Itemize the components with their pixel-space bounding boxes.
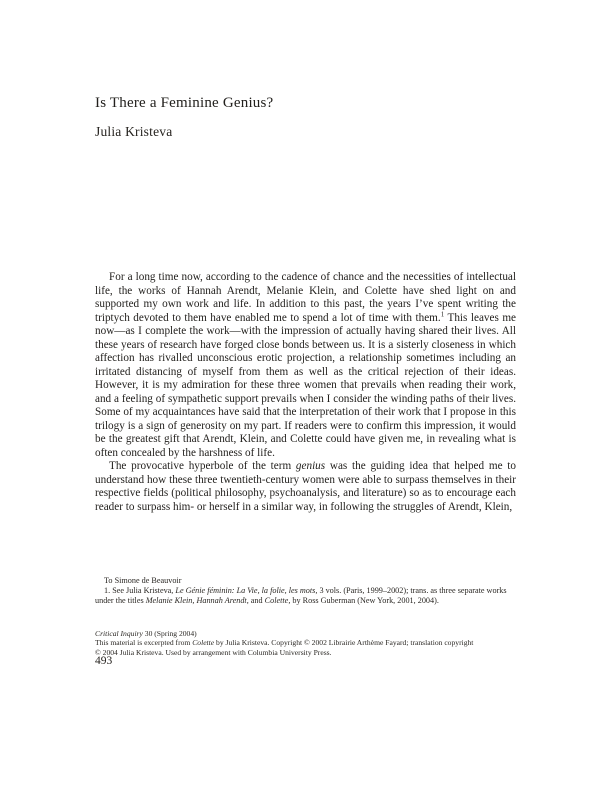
paragraph-text: was the guiding idea that helped me to understand how these three twentieth-century women were able to surpass themselves in their respective fields (political philosophy, psychoanalysis, and literature) so as to encourage each reader to surpass him- or herself in a similar way, in following the struggles of Arendt, Klein, xyxy=(95,460,516,513)
footnote-reference-1: 1 xyxy=(440,309,445,318)
copyright-text: This material is excerpted from xyxy=(95,638,193,648)
footnote-block xyxy=(95,576,516,606)
article-author: Julia Kristeva xyxy=(95,124,173,139)
page-number: 493 xyxy=(95,655,113,667)
copyright-line-1 xyxy=(95,638,525,647)
journal-issue: 30 (Spring 2004) xyxy=(142,629,197,638)
journal-name: Critical Inquiry xyxy=(95,629,143,638)
book-title: Melanie Klein xyxy=(145,596,193,605)
paragraph-text: This leaves me now—as I complete the work—with the impression of actually having shared their lives. All these years of research have forged close bonds between us. It is a sisterly closeness in which affection has rivalled unconscious erotic projection, a relationship sometimes including an irritated distancing of myself from them as well as the critical rejection of their ideas. However, it is my admiration for these three women that prevails when reading their work, and a feeling of sympathetic support prevails when I consider the winding paths of their lives. Some of my acquaintances have said that the interpretation of their work that I propose in this trilogy is a sign of generosity on my part. If readers were to confirm this impression, it would be the greatest gift that Arendt, Klein, and Colette could have given me, in revealing what is often concealed by the harshness of life. xyxy=(95,311,516,459)
paragraph-text: For a long time now, according to the cadence of chance and the necessities of intellectual life, the works of Hannah Arendt, Melanie Klein, and Colette have shed light on and supported my own work and life. In addition to this past, the years I’ve spent writing the triptych devoted to them have enabled me to spend a lot of time with them. xyxy=(95,271,516,324)
footnote-text: , and xyxy=(246,596,265,605)
footnote-1 xyxy=(95,586,516,606)
footnote-text: , xyxy=(192,596,197,605)
footnote-text: , 3 vols. (Paris, 1999–2002); trans. as three separate works under the titles xyxy=(95,586,507,605)
paragraph-text: The provocative hyperbole of the term xyxy=(109,460,296,472)
book-title: Colette xyxy=(264,596,289,605)
body-paragraph-2 xyxy=(95,460,516,514)
body-paragraph-1 xyxy=(95,271,516,460)
book-title: Hannah Arendt xyxy=(196,596,247,605)
dedication-line: To Simone de Beauvoir xyxy=(104,576,182,585)
book-title: Colette xyxy=(192,638,215,648)
article-body xyxy=(95,271,516,514)
copyright-line-2: © 2004 Julia Kristeva. Used by arrangement with Columbia University Press. xyxy=(95,647,332,657)
journal-credit-block xyxy=(95,629,525,657)
book-title: Le Génie féminin: La Vie, la folie, les mots xyxy=(175,586,316,595)
footnote-text: , by Ross Guberman (New York, 2001, 2004). xyxy=(288,596,439,605)
article-title: Is There a Feminine Genius? xyxy=(95,95,274,111)
footnote-text: 1. See Julia Kristeva, xyxy=(104,586,176,595)
italic-term: genius xyxy=(295,460,326,472)
journal-citation xyxy=(95,629,525,638)
copyright-text: by Julia Kristeva. Copyright © 2002 Librairie Arthème Fayard; translation copyright xyxy=(214,638,474,648)
